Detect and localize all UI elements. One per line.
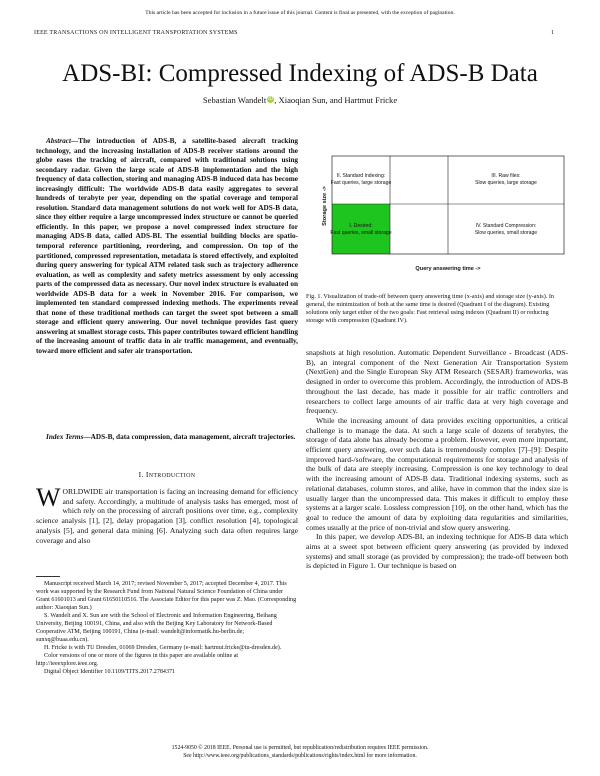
rights-link-line[interactable]: See http://www.ieee.org/publications_standards/publications/rights/index.html for more information.	[183, 752, 417, 759]
index-terms-text: —ADS-B, data compression, data management, aircraft trajectories.	[83, 433, 296, 441]
footnote-color: Color versions of one or more of the figures in this paper are available online at http://ieeexplore.ieee.org.	[36, 653, 239, 667]
drop-cap: W	[36, 483, 61, 512]
body-paragraph: In this paper, we develop ADS-BI, an indexing technique for ADS-B data which aims at a sweet spot between efficient query answering (as provided by indexed systems) and small storage (as provided by compression); the trade-off between both is depicted in Figure 1. Our technique is based on	[306, 532, 568, 571]
abstract-text: —The introduction of ADS-B, a satellite-based aircraft tracking technology, and the increasing installation of ADS-B receiver stations around the globe eases the tracking of aircraft, compared with traditional solutions using secondary radar. Given the large scale of ADS-B implementation and the high frequency of data collection, storing and managing ADS-B induced data has become increasingly difficult: The worldwide ADS-B data easily aggregates to several hundreds of terabyte per year, depending on the spatial coverage and temporal resolution. Standard data management solutions do not work well for ADS-B data, since they either require a large uncompressed index structure or cannot be queried efficiently. In this paper, we propose a novel compressed index structure for managing ADS-B data, called ADS-BI. The essential building blocks are spatio-temporal reference partitioning, reordering, and compression. On top of the partitioned, compressed representation, metadata is stored effectively, and exploited during query answering for typical ATM related task such as trajectory adherence evaluation, as well as complexity and safety metrics assessment by only accessing parts of the compressed data as necessary. Our novel index structure is evaluated on worldwide ADS-B data for a week in November 2016. For comparison, we implemented ten standard compressed indexing methods. The experiments reveal that none of these traditional methods can target the sweet spot between a small storage and efficient query answering. Our novel technique provides fast query answering at smallest storage costs. This paper contributes toward efficient handling of the increasing amount of traffic data in air traffic management, and eventually, toward more efficient and safer air transportation.	[36, 137, 298, 356]
orcid-icon[interactable]: iD	[268, 96, 274, 102]
footnote-doi: Digital Object Identifier 10.1109/TITS.2017.2784371	[44, 669, 176, 675]
body-paragraph: snapshots at high resolution. Automatic Dependent Surveillance - Broadcast (ADS-B), an integral component of the Next Generation Air Transportation System (NextGen) and the Single European Sky ATM Research (SESAR) frameworks, was designed in order to overcome this problem. Accordingly, the introduction of ADS-B throughout the last decade, has made it possible for air traffic controllers and researchers to collect large amounts of air traffic data at very high coverage and frequency.	[306, 348, 568, 416]
quadrant-iv-title: IV. Standard Compression:	[475, 223, 537, 229]
abstract-lead: Abstract	[46, 137, 71, 145]
quadrant-highlight	[332, 204, 390, 254]
footnotes	[36, 580, 298, 676]
right-column-body	[306, 348, 568, 571]
author-rest: , Xiaoqian Sun, and Hartmut Fricke	[274, 95, 398, 105]
footnote-affiliation-1: S. Wandelt and X. Sun are with the School of Electronic and Information Engineering, Beihang University, Beijing 100191, China, and also with the Beijing Key Laboratory for Network-Based Cooperative ATM, Beijing 100191, China (e-mail: wandelt@informatik.hu-berlin.de; sunxq@buaa.edu.cn).	[36, 613, 277, 643]
quadrant-i-title: I. Desired:	[349, 223, 373, 229]
figure-caption: Fig. 1. Visualization of trade-off between query answering time (x-axis) and storage size (y-axis). In general, the minimization of both at the same time is desired (Quadrant I of the diagram). Existing solutions only target either of the two goals: Fast retrieval using indexes (Quadrant II) or reducing storage with compression (Quadrant IV).	[306, 293, 555, 324]
journal-name: IEEE TRANSACTIONS ON INTELLIGENT TRANSPORTATION SYSTEMS	[34, 30, 238, 36]
intro-text: ORLDWIDE air transportation is facing an increasing demand for efficiency and safety. Accordingly, a multitude of analysis tasks has emerged, most of which rely on the processing of aircraft positions over time, e.g., complexity science analysis [1], [2], delay propagation [3], conflict resolution [4], topological analysis [5], and general data mining [6]. Analyzing such data often requires large coverage and also	[36, 487, 298, 545]
copyright-footer	[0, 745, 600, 760]
quadrant-ii-subtitle: Fast queries, large storage	[330, 180, 392, 186]
author-list	[0, 95, 600, 105]
quadrant-i-subtitle: Fast queries, small storage	[330, 230, 392, 236]
y-axis-label: Storage size ->	[322, 186, 328, 226]
section-heading-rest: NTRODUCTION	[148, 473, 196, 479]
acceptance-notice: This article has been accepted for inclusion in a future issue of this journal. Content is final as presented, with the exception of pagination.	[145, 10, 455, 16]
copyright-line: 1524-9050 © 2018 IEEE. Personal use is permitted, but republication/redistribution requires IEEE permission.	[171, 745, 429, 751]
x-axis-label: Query answering time ->	[415, 266, 481, 272]
author-first: Sebastian Wandelt	[202, 95, 267, 105]
quadrant-iii-subtitle: Slow queries, large storage	[475, 180, 537, 186]
footnote-divider	[36, 576, 60, 577]
abstract	[36, 137, 298, 357]
footnote-affiliation-2: H. Fricke is with TU Dresden, 01069 Dresden, Germany (e-mail: hartmut.fricke@tu-dresden.de).	[44, 645, 282, 651]
page-number: 1	[551, 30, 554, 36]
quadrant-ii-title: II. Standard Indexing:	[336, 173, 386, 179]
tradeoff-figure	[318, 154, 566, 290]
index-terms-lead: Index Terms	[46, 433, 84, 441]
intro-paragraph	[36, 483, 298, 545]
section-heading	[36, 470, 298, 479]
section-heading-start: I. I	[138, 470, 149, 479]
body-paragraph: While the increasing amount of data provides exciting opportunities, a critical challenge is to manage the data. At such a large scale of dozens of terabytes, the storage of data alone has already become a problem. However, even more important, efficient query answering, over such data is tremendously complex [7]–[9]: Despite improved hard-/software, the computational requirements for storage and analysis of the bulk of data are steeply increasing. Compression is one key technology to deal with the increasing amount of ADS-B data. Traditional indexing systems, such as relational databases, column stores, and alike, have in common that the index size is usually larger than the uncompressed data. This makes it difficult to employ these systems at a larger scale. Lossless compression [10], on the other hand, which has the goal to reduce the amount of data by exploiting data regularities and similarities, comes usually at the price of non-trivial and slow query answering.	[306, 415, 568, 532]
paper-title: ADS-BI: Compressed Indexing of ADS-B Data	[62, 60, 538, 87]
quadrant-iii-title: III. Raw files:	[491, 173, 521, 179]
index-terms	[36, 433, 298, 443]
footnote-manuscript: Manuscript received March 14, 2017; revised November 5, 2017; accepted December 4, 2017. This work was supported by the Research Fund from National Natural Science Foundation of China under Grant 61601013 and Grant 61650110516. The Associate Editor for this paper was Z. Mao. (Corresponding author: Xiaoqian Sun.)	[36, 581, 297, 611]
quadrant-iv-subtitle: Slow queries, small storage	[474, 230, 538, 236]
